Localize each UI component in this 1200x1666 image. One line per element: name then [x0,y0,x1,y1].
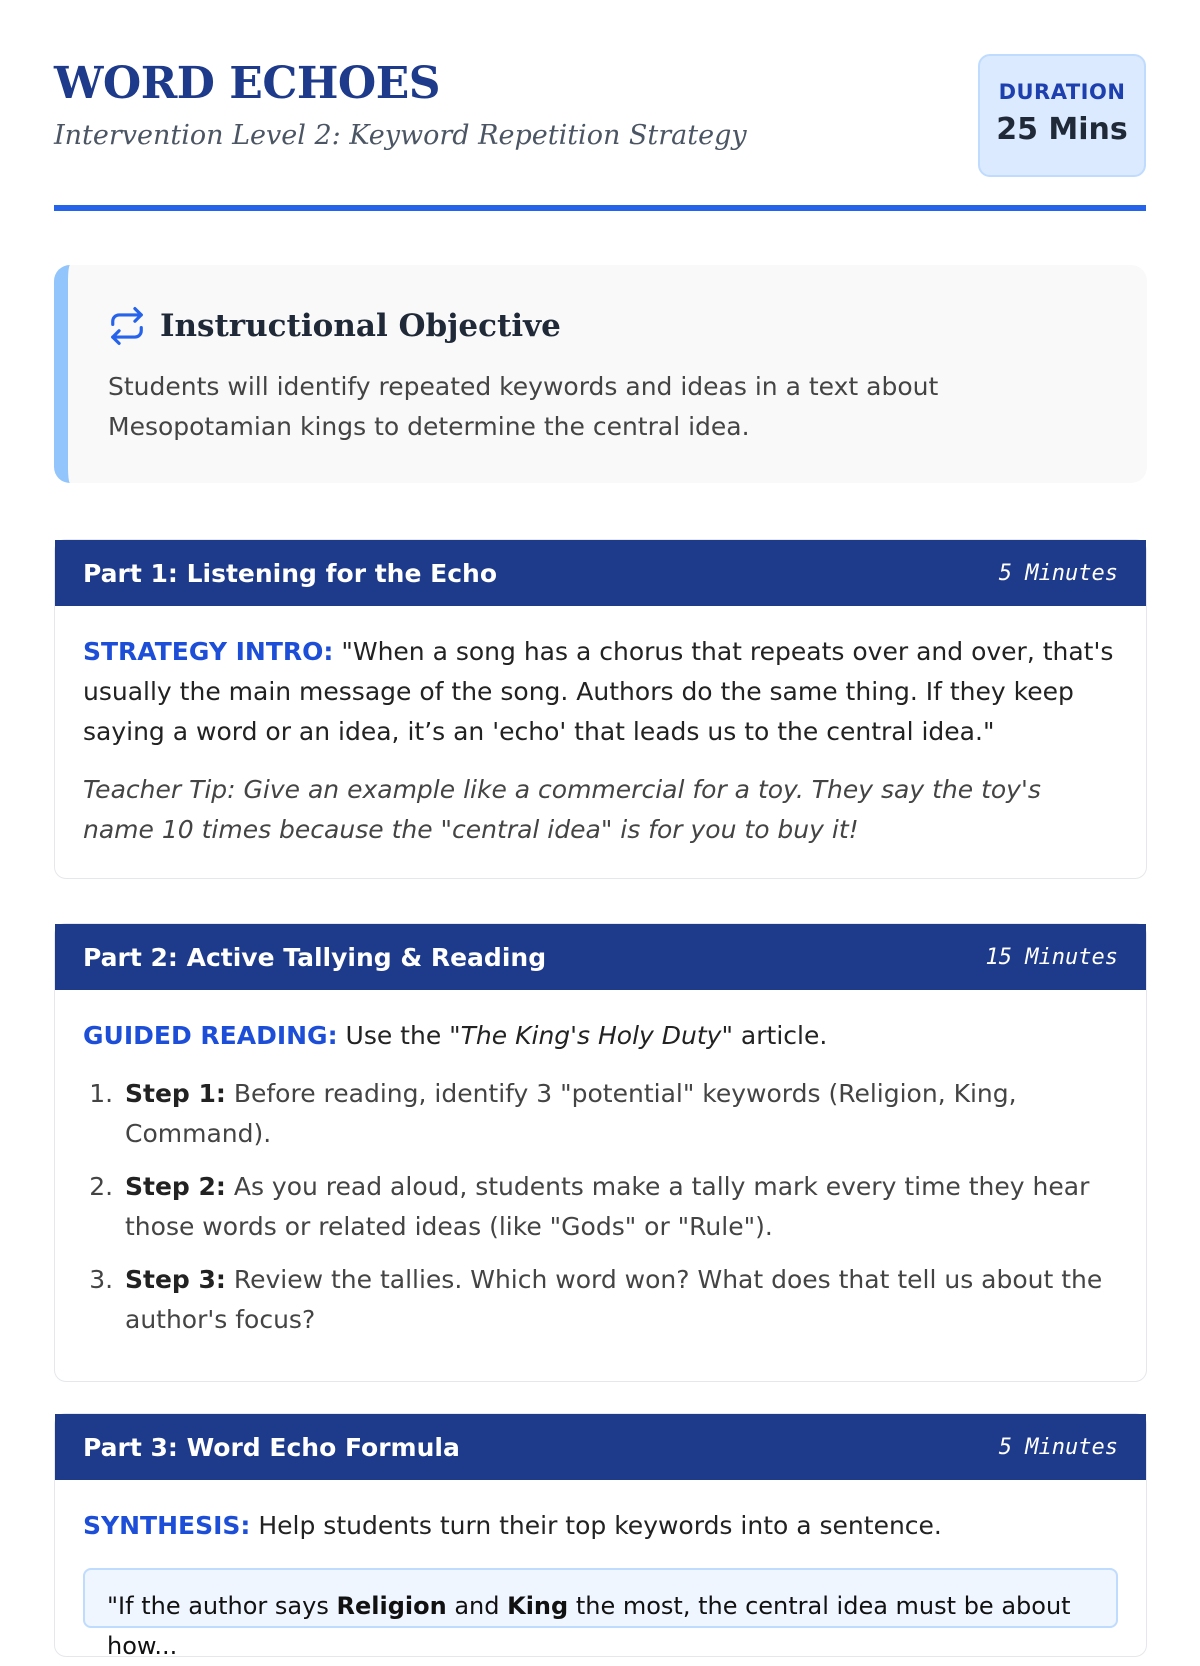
formula-end: the most, the central idea must be about how... [107,1592,1071,1660]
teacher-tip: Teacher Tip: Give an example like a commercial for a toy. They say the toy's name 10 times because the "central idea" is for you to buy it! [83,775,1041,844]
step-label: Step 1: [125,1079,226,1108]
step-item [121,1260,1118,1340]
strategy-intro-text: "When a song has a chorus that repeats over and over, that's usually the main message of the song. Authors do the same thing. If they keep saying a word or an idea, it’s an 'echo' that leads us to the central idea." [83,637,1114,746]
part-1-header [55,540,1146,606]
part-2-time: 15 Minutes [985,944,1118,970]
objective-text: Students will identify repeated keywords and ideas in a text about Mesopotamian kings to determine the central idea. [108,372,939,441]
part-3-title: Part 3: Word Echo Formula [83,1432,460,1462]
part-1-card [54,539,1147,879]
page-title: WORD ECHOES [54,58,441,109]
formula-keyword: King [507,1592,569,1620]
repeat-icon [108,307,146,345]
step-label: Step 3: [125,1265,226,1294]
part-3-header [55,1414,1146,1480]
guided-reading-label: GUIDED READING: [83,1021,338,1050]
part-1-title: Part 1: Listening for the Echo [83,558,498,588]
steps-list [83,1074,1118,1340]
formula-and: and [446,1592,508,1620]
step-item [121,1167,1118,1247]
page-subtitle: Intervention Level 2: Keyword Repetition Strategy [54,120,747,151]
part-2-card [54,923,1147,1382]
formula-box [83,1568,1118,1660]
duration-value: 25 Mins [996,112,1128,147]
step-item [121,1074,1118,1154]
step-text: As you read aloud, students make a tally mark every time they hear those words or related ideas (like "Gods" or "Rule"). [125,1172,1090,1241]
objective-header [108,307,1107,345]
part-1-body [55,606,1146,878]
formula-keyword: Religion [336,1592,447,1620]
guided-reading-text-before: Use the [337,1021,450,1050]
step-text: Before reading, identify 3 "potential" keywords (Religion, King, Command). [125,1079,1017,1148]
step-label: Step 2: [125,1172,226,1201]
article-title: "The King's Holy Duty" [449,1021,733,1050]
header [54,0,1146,211]
step-text: Review the tallies. Which word won? What does that tell us about the author's focus? [125,1265,1103,1334]
formula-start: "If the author says [107,1592,337,1620]
part-3-card [54,1413,1147,1660]
part-2-header [55,924,1146,990]
synthesis [83,1506,1118,1546]
duration-badge [978,54,1146,177]
strategy-intro-label: STRATEGY INTRO: [83,637,334,666]
guided-reading [83,1016,1118,1056]
objective-card [54,265,1147,483]
part-3-body [55,1480,1146,1660]
strategy-intro [83,632,1118,752]
guided-reading-text-after: article. [732,1021,828,1050]
header-divider [54,205,1146,211]
duration-label: DURATION [998,80,1126,104]
part-1-time: 5 Minutes [998,560,1118,586]
synthesis-text: Help students turn their top keywords into a sentence. [250,1511,942,1540]
objective-title: Instructional Objective [160,308,561,344]
part-2-title: Part 2: Active Tallying & Reading [83,942,547,972]
part-2-body [55,990,1146,1381]
part-3-time: 5 Minutes [998,1434,1118,1460]
synthesis-label: SYNTHESIS: [83,1511,251,1540]
